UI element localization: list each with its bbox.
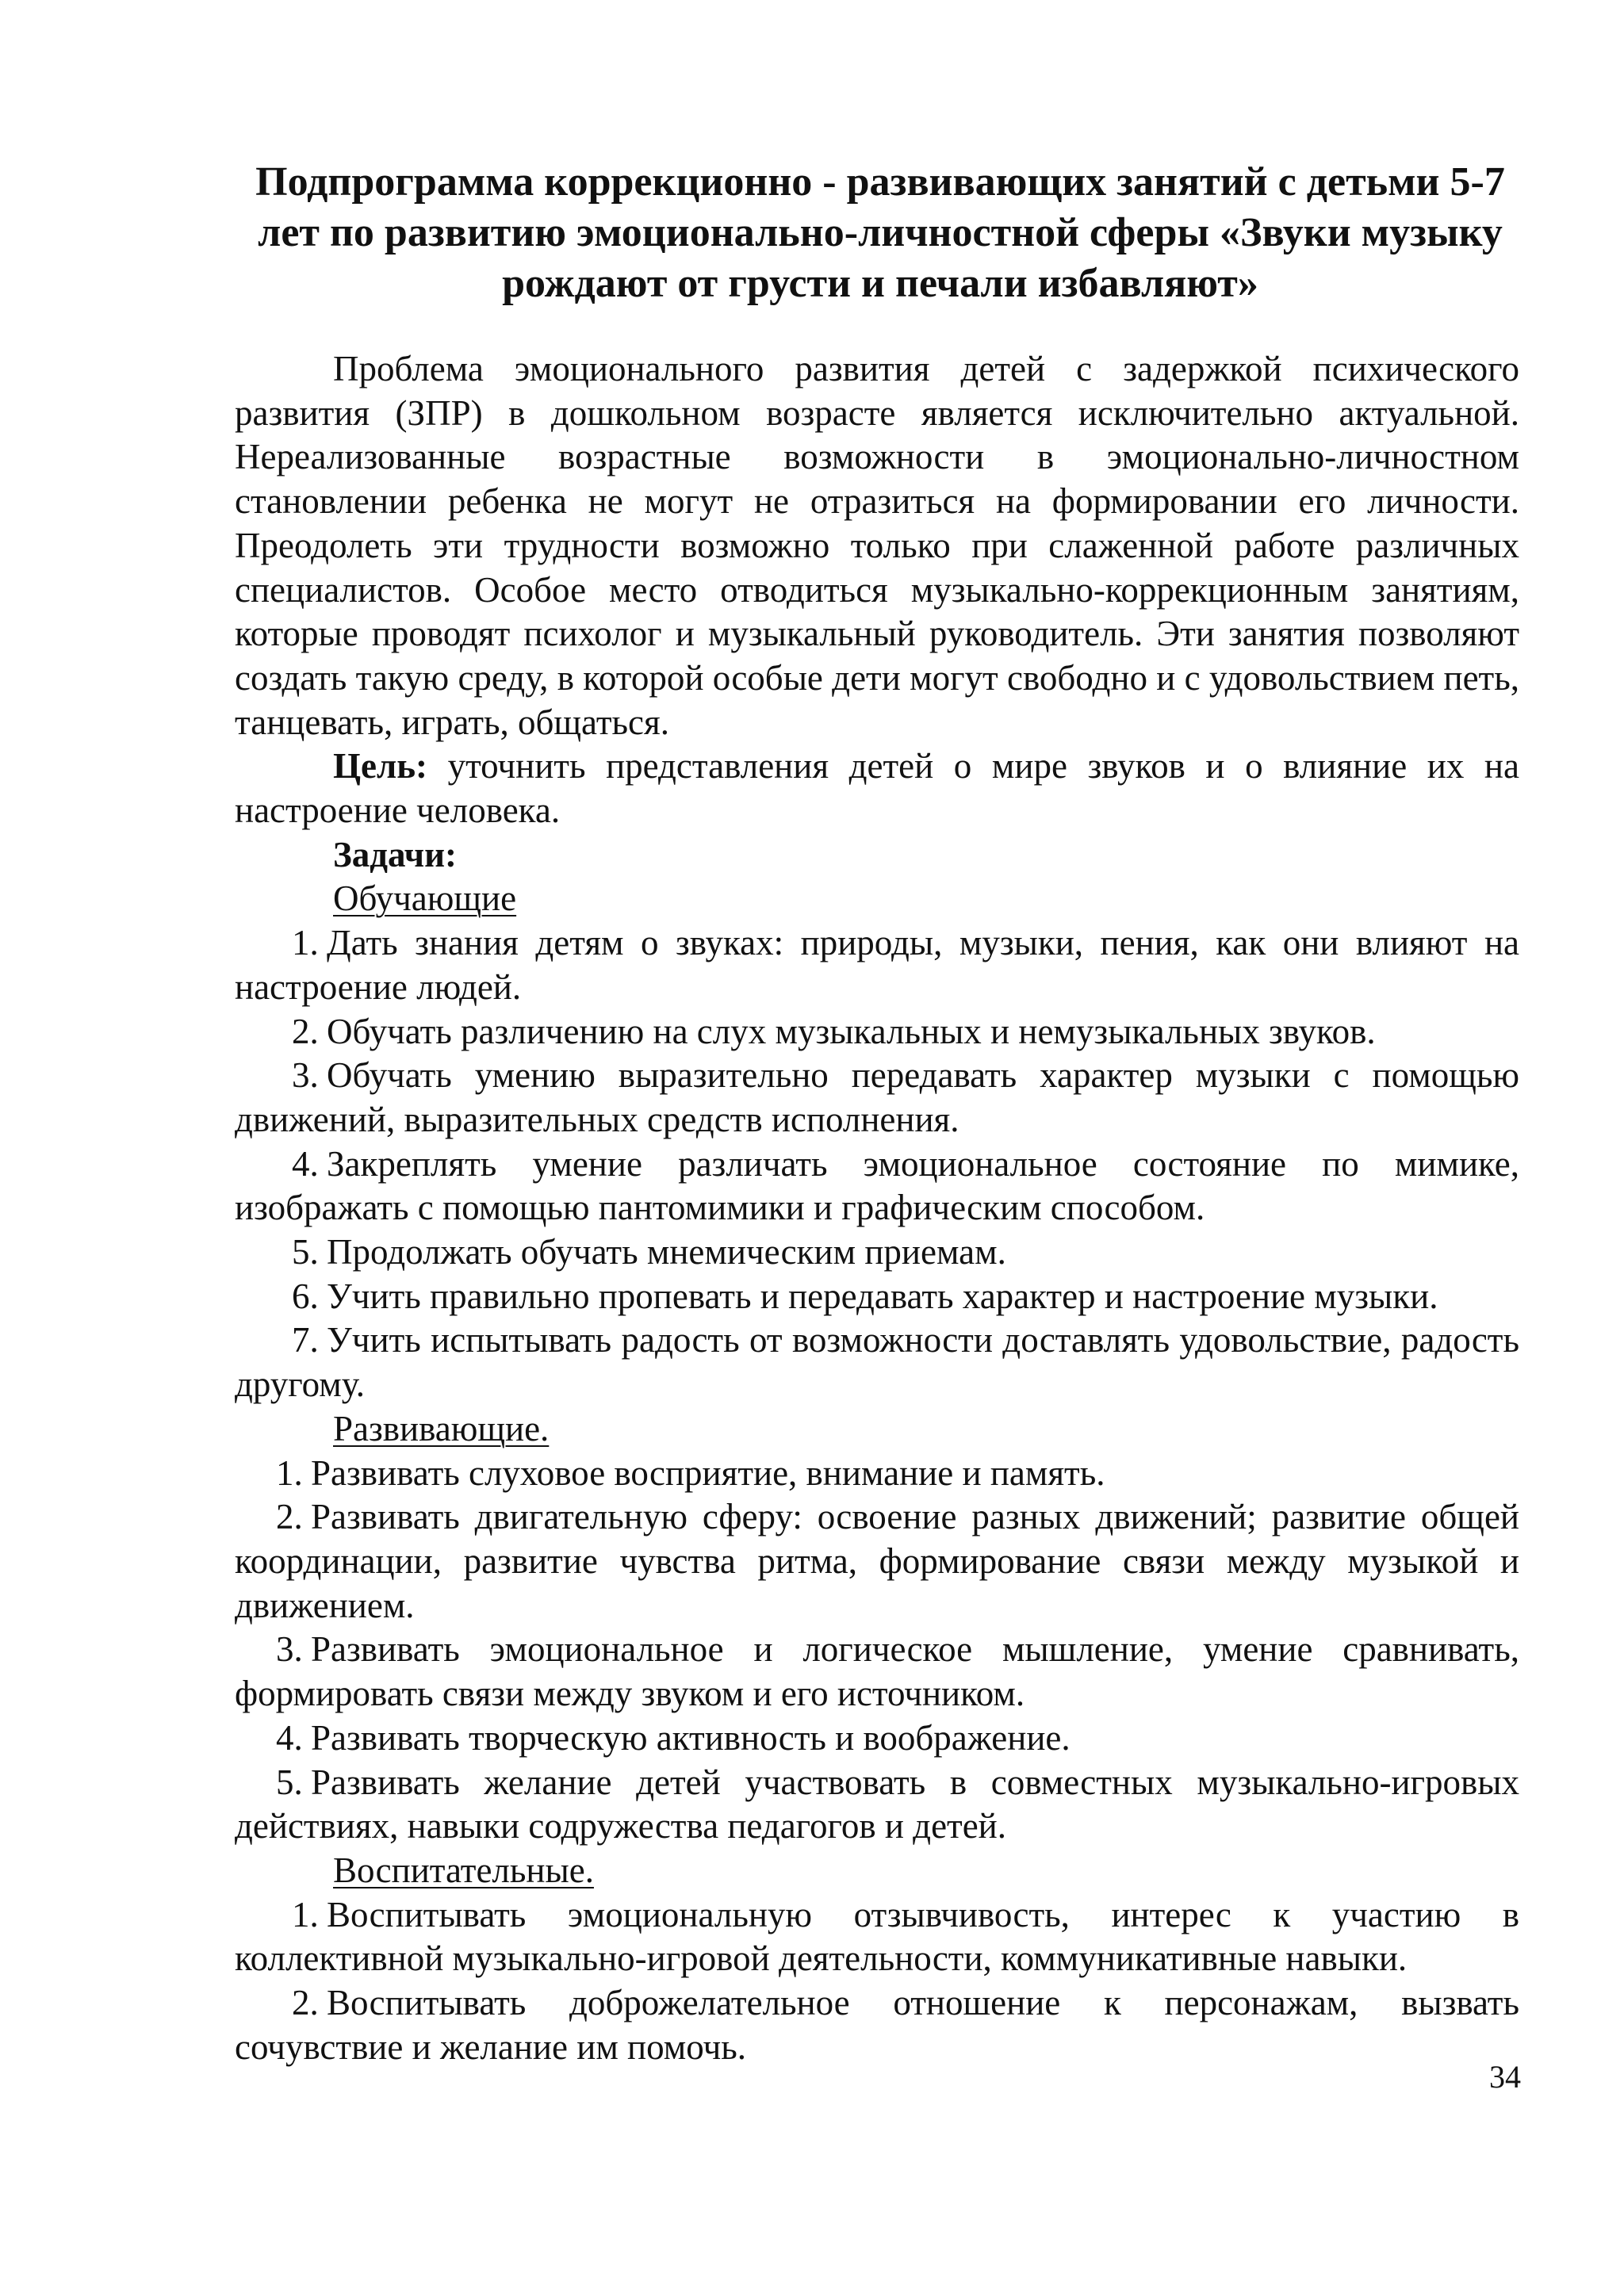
- goal-label: Цель:: [333, 746, 428, 786]
- list-number: 2.: [292, 1983, 319, 2023]
- list-text: Закреплять умение различать эмоциональное состояние по мимике, изображать с помощью пантомимики и графическим способом.: [235, 1143, 1519, 1228]
- list-number: 1.: [292, 923, 319, 963]
- list-item: [235, 921, 1519, 1009]
- list-number: 7.: [292, 1320, 319, 1360]
- section-heading-text: Обучающие: [333, 878, 517, 919]
- list-item: [235, 1761, 1519, 1849]
- list-number: 2.: [276, 1497, 303, 1537]
- list-item: [235, 1495, 1519, 1628]
- list-item: [235, 1010, 1519, 1054]
- list-text: Учить испытывать радость от возможности доставлять удовольствие, радость другому.: [235, 1320, 1519, 1405]
- list-item: [235, 1893, 1519, 1981]
- list-text: Развивать желание детей участвовать в совместных музыкально-игровых действиях, навыки содружества педагогов и детей.: [235, 1762, 1519, 1846]
- goal-paragraph: [235, 744, 1519, 832]
- section-heading-text: Развивающие.: [333, 1408, 550, 1448]
- list-number: 3.: [292, 1055, 319, 1096]
- list-text: Развивать творческую активность и воображение.: [311, 1717, 1071, 1758]
- list-number: 1.: [276, 1452, 303, 1493]
- list-item: [235, 1716, 1519, 1761]
- document-title: Подпрограмма коррекционно - развивающих занятий с детьми 5-7 лет по развитию эмоционально-личностной сферы «Звуки музыку рождают от грусти и печали избавляют»: [255, 159, 1505, 306]
- list-number: 3.: [276, 1629, 303, 1670]
- list-number: 6.: [292, 1276, 319, 1316]
- list-text: Развивать двигательную сферу: освоение разных движений; развитие общей координации, развитие чувства ритма, формирование связи между музыкой и движением.: [235, 1497, 1519, 1625]
- list-number: 5.: [276, 1762, 303, 1802]
- section-heading-teaching: [235, 877, 1519, 921]
- list-item: [235, 1981, 1519, 2069]
- intro-paragraph: Проблема эмоционального развития детей с задержкой психического развития (ЗПР) в дошкольном возрасте является исключительно актуальной. Нереализованные возрастные возможности в эмоционально-личностном становлении ребенка не могут не отразиться на формировании его личности. Преодолеть эти трудности возможно только при слаженной работе различных специалистов. Особое место отводиться музыкально-коррекционным занятиям, которые проводят психолог и музыкальный руководитель. Эти занятия позволяют создать такую среду, в которой особые дети могут свободно и с удовольствием петь, танцевать, играть, общаться.: [235, 349, 1519, 742]
- list-number: 4.: [292, 1143, 319, 1184]
- list-number: 1.: [292, 1894, 319, 1934]
- list-item: [235, 1628, 1519, 1716]
- list-number: 2.: [292, 1011, 319, 1051]
- section-heading-developing: [235, 1407, 1519, 1452]
- list-text: Продолжать обучать мнемическим приемам.: [327, 1232, 1006, 1272]
- list-item: [235, 1230, 1519, 1275]
- list-number: 5.: [292, 1232, 319, 1272]
- list-text: Развивать эмоциональное и логическое мышление, умение сравнивать, формировать связи между звуком и его источником.: [235, 1629, 1519, 1714]
- list-text: Воспитывать эмоциональную отзывчивость, интерес к участию в коллективной музыкально-игровой деятельности, коммуникативные навыки.: [235, 1894, 1519, 1979]
- list-text: Обучать различению на слух музыкальных и немузыкальных звуков.: [327, 1011, 1376, 1051]
- list-text: Учить правильно пропевать и передавать характер и настроение музыки.: [327, 1276, 1438, 1316]
- list-item: [235, 1142, 1519, 1230]
- list-item: [235, 1452, 1519, 1496]
- list-text: Развивать слуховое восприятие, внимание и память.: [311, 1452, 1105, 1493]
- section-heading-text: Воспитательные.: [333, 1850, 594, 1890]
- list-text: Воспитывать доброжелательное отношение к персонажам, вызвать сочувствие и желание им помочь.: [235, 1983, 1519, 2067]
- list-text: Обучать умению выразительно передавать характер музыки с помощью движений, выразительных средств исполнения.: [235, 1055, 1519, 1139]
- goal-text: уточнить представления детей о мире звуков и о влияние их на настроение человека.: [235, 746, 1519, 831]
- page-number: 34: [1489, 2059, 1521, 2095]
- list-item: [235, 1318, 1519, 1406]
- list-item: [235, 1054, 1519, 1142]
- list-number: 4.: [276, 1717, 303, 1758]
- document-body: [235, 347, 1519, 2069]
- section-heading-upbringing: [235, 1849, 1519, 1893]
- tasks-heading: Задачи:: [333, 834, 458, 874]
- list-item: [235, 1275, 1519, 1319]
- list-text: Дать знания детям о звуках: природы, музыки, пения, как они влияют на настроение людей.: [235, 923, 1519, 1007]
